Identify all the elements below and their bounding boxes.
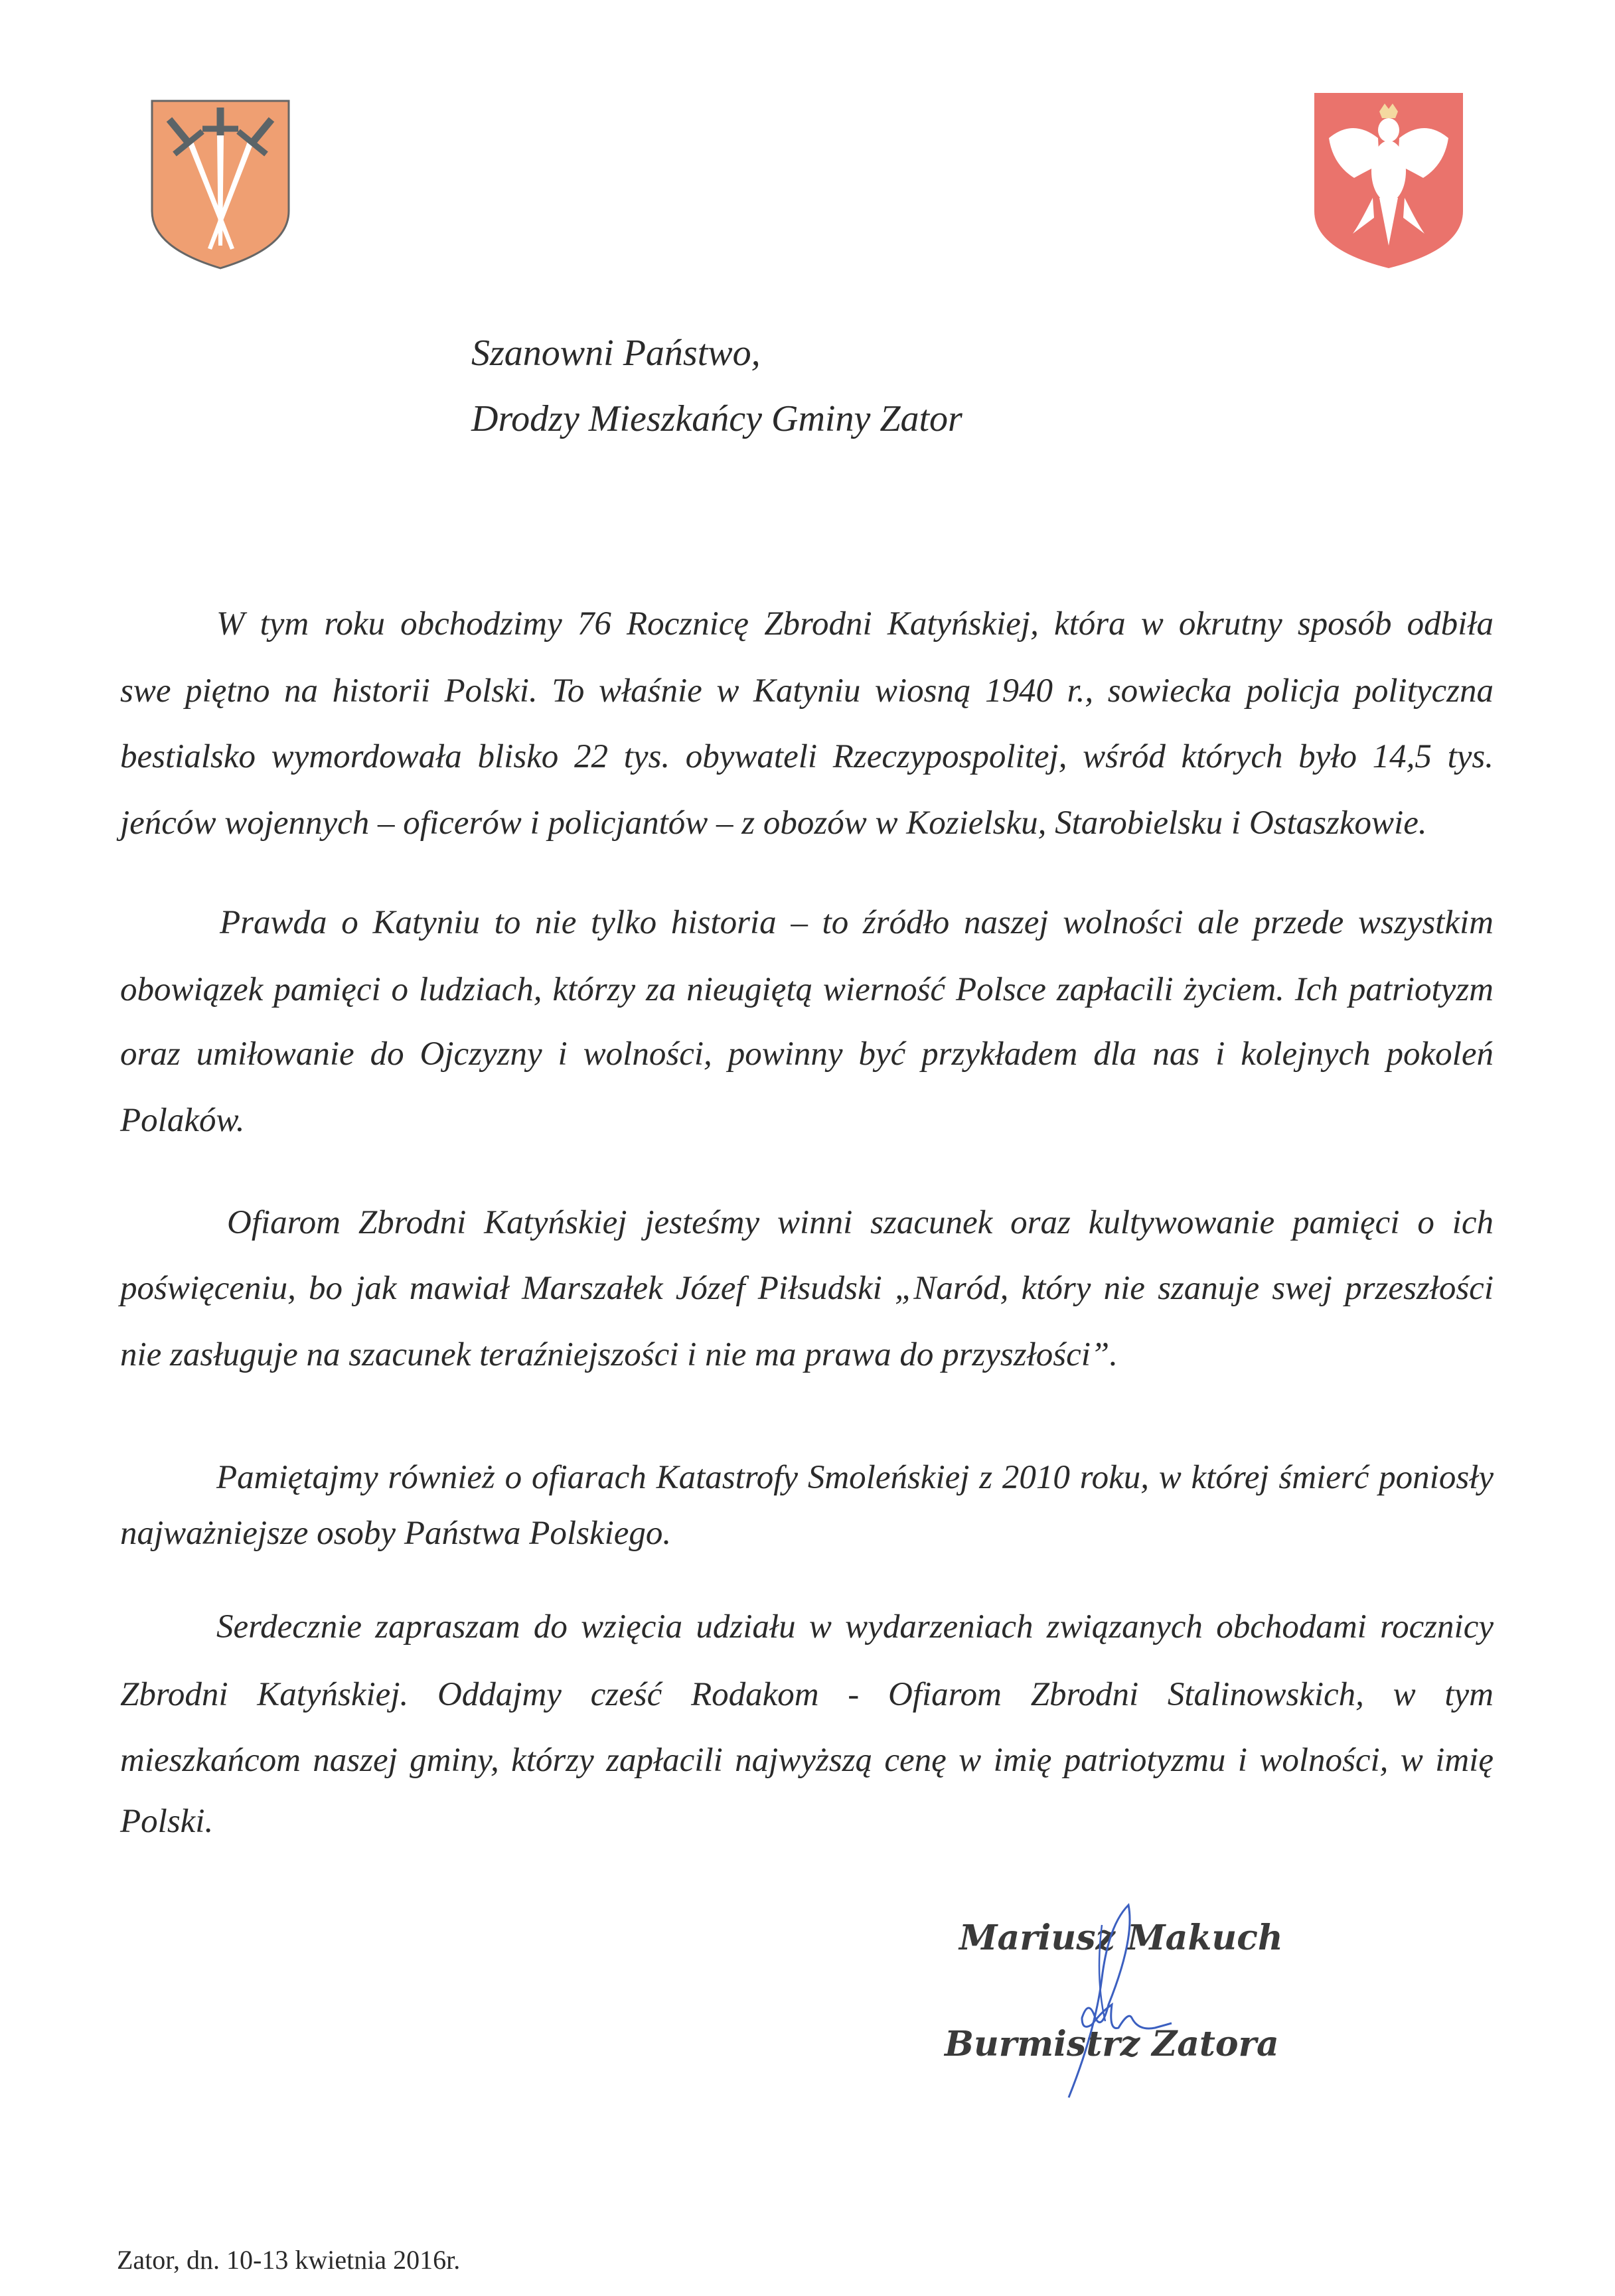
paragraph-line: Prawda o Katyniu to nie tylko historia – to źródło naszej wolności ale przede wszystkim xyxy=(220,904,1494,941)
paragraph-line: Pamiętajmy również o ofiarach Katastrofy Smoleńskiej z 2010 roku, w której śmierć poniosły xyxy=(216,1459,1494,1496)
zator-coat-of-arms-icon xyxy=(149,98,291,271)
paragraph-line: jeńców wojennych – oficerów i policjantów – z obozów w Kozielsku, Starobielsku i Ostaszkowie. xyxy=(120,804,1427,842)
paragraph-line: Serdecznie zapraszam do wzięcia udziału w wydarzeniach związanych obchodami rocznicy xyxy=(216,1608,1494,1645)
signatory-title: Burmistrz Zatora xyxy=(945,2024,1279,2064)
paragraph-line: oraz umiłowanie do Ojczyzny i wolności, powinny być przykładem dla nas i kolejnych pokoleń xyxy=(120,1035,1494,1073)
signatory-name: Mariusz Makuch xyxy=(959,1918,1283,1958)
paragraph-line: poświęceniu, bo jak mawiał Marszałek Józef Piłsudski „Naród, który nie szanuje swej przeszłości xyxy=(120,1270,1494,1307)
paragraph-line: Polaków. xyxy=(120,1102,245,1139)
paragraph-line: Ofiarom Zbrodni Katyńskiej jesteśmy winni szacunek oraz kultywowanie pamięci o ich xyxy=(227,1204,1494,1241)
paragraph-line: najważniejsze osoby Państwa Polskiego. xyxy=(120,1515,672,1552)
polish-eagle-emblem-icon xyxy=(1313,92,1464,269)
paragraph-line: nie zasługuje na szacunek teraźniejszości i nie ma prawa do przyszłości”. xyxy=(120,1336,1118,1373)
paragraph-line: Zbrodni Katyńskiej. Oddajmy cześć Rodakom - Ofiarom Zbrodni Stalinowskich, w tym xyxy=(120,1676,1494,1713)
paragraph-line: bestialsko wymordowała blisko 22 tys. obywateli Rzeczypospolitej, wśród których było 14,5 tys. xyxy=(120,738,1494,775)
place-and-date: Zator, dn. 10-13 kwietnia 2016r. xyxy=(117,2245,461,2275)
paragraph-line: swe piętno na historii Polski. To właśnie w Katyniu wiosną 1940 r., sowiecka policja polityczna xyxy=(120,672,1494,710)
paragraph-line: Polski. xyxy=(120,1803,214,1840)
paragraph-line: obowiązek pamięci o ludziach, którzy za nieugiętą wierność Polsce zapłacili życiem. Ich patriotyzm xyxy=(120,971,1494,1008)
handwritten-signature xyxy=(996,1898,1182,2111)
salutation-line: Drodzy Mieszkańcy Gminy Zator xyxy=(471,398,962,439)
paragraph-line: W tym roku obchodzimy 76 Rocznicę Zbrodni Katyńskiej, która w okrutny sposób odbiła xyxy=(216,605,1494,643)
paragraph-line: mieszkańcom naszej gminy, którzy zapłacili najwyższą cenę w imię patriotyzmu i wolności, w imię xyxy=(120,1742,1494,1779)
salutation-line: Szanowni Państwo, xyxy=(471,333,761,374)
